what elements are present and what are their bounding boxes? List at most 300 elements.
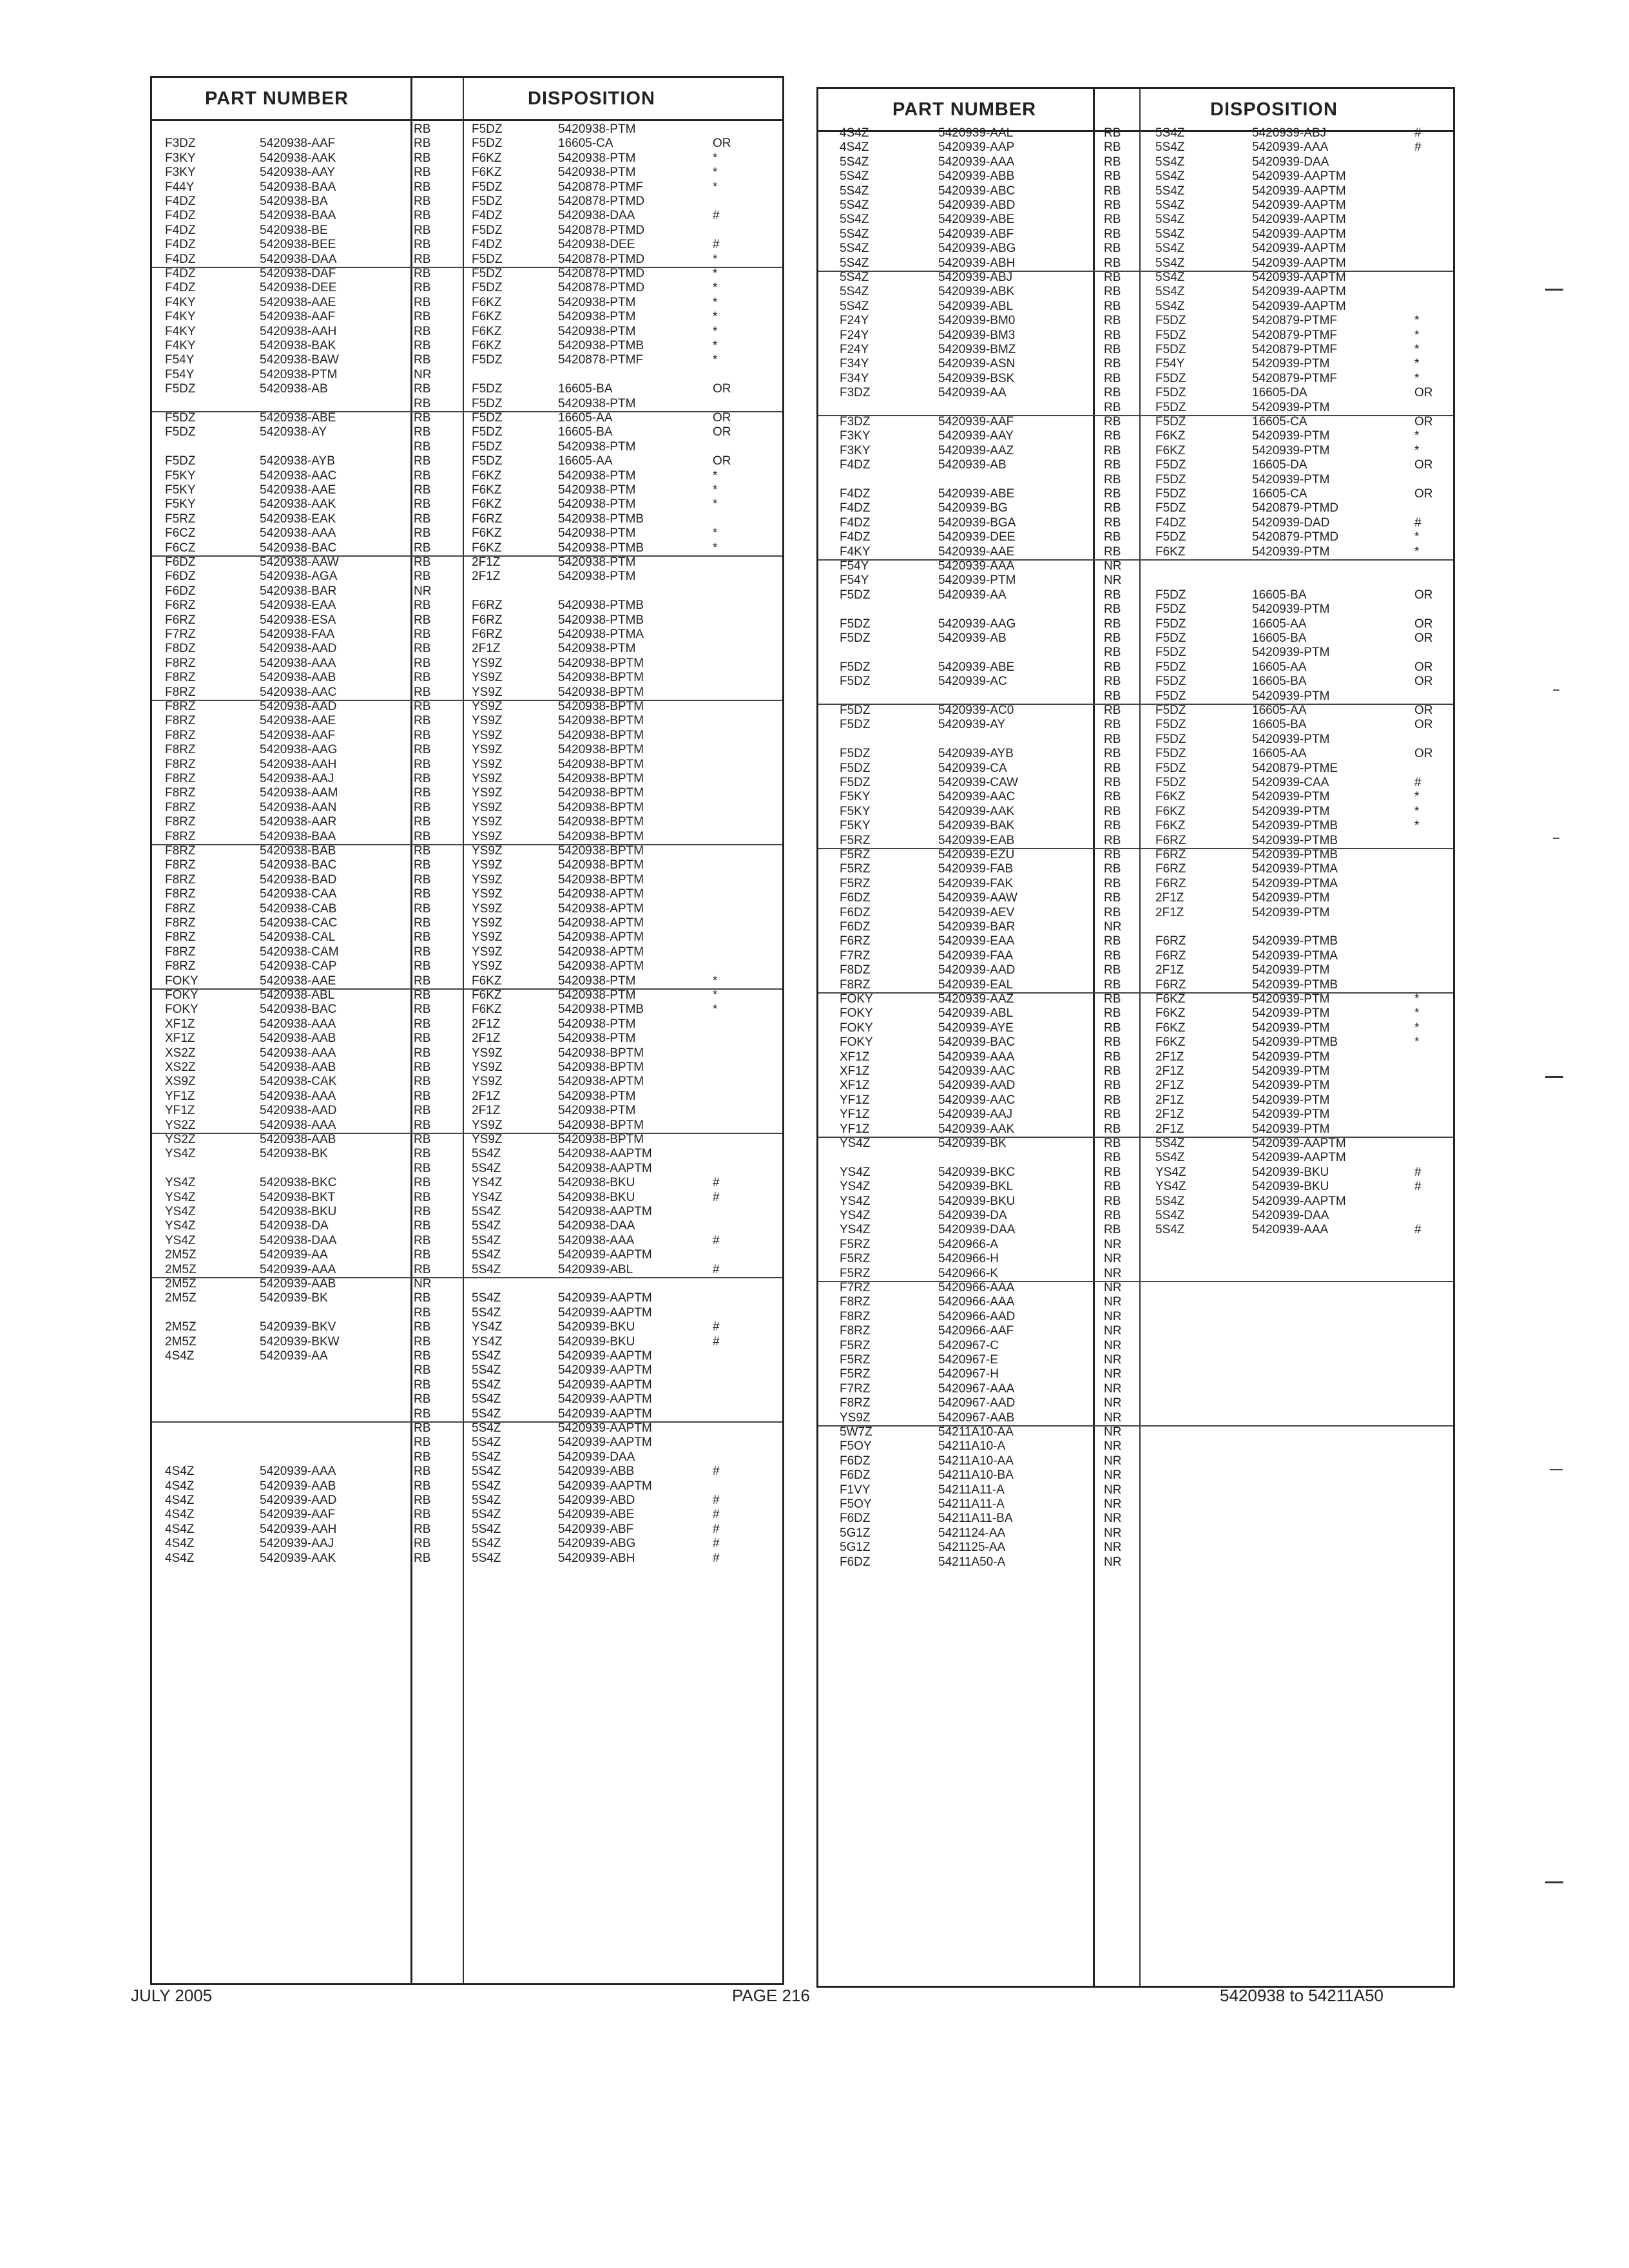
part-number-cell: 5420939-BG (938, 501, 1008, 515)
disp-number-cell: 5420878-PTMF (558, 353, 644, 367)
disp-prefix-cell: F5DZ (472, 223, 503, 237)
table-row (152, 772, 782, 786)
disp-number-cell: 5420938-PTM (558, 151, 636, 165)
disp-number-cell: 5420938-BKU (558, 1176, 635, 1190)
disp-number-cell: 5420939-ABD (558, 1494, 635, 1507)
disp-prefix-cell: YS4Z (472, 1320, 503, 1334)
disp-prefix-cell: YS9Z (472, 700, 503, 713)
prefix-cell: F5RZ (840, 1353, 871, 1367)
table-row (152, 238, 782, 252)
part-number-cell: 5420939-AY (938, 718, 1006, 732)
part-number-cell: 5420938-BKU (260, 1205, 337, 1218)
prefix-cell: F7RZ (840, 948, 871, 963)
table-row (818, 660, 1453, 675)
status-cell: RB (1104, 761, 1121, 775)
status-cell: RB (414, 1508, 431, 1522)
prefix-cell: YS2Z (165, 1133, 196, 1146)
status-cell: RB (414, 887, 431, 901)
prefix-cell: 5S4Z (840, 227, 869, 241)
flag-cell: OR (1414, 718, 1433, 732)
status-cell: RB (414, 945, 431, 959)
status-cell: RB (1104, 1079, 1121, 1093)
status-cell: RB (414, 1407, 431, 1421)
table-row (818, 501, 1453, 515)
disp-prefix-cell: 5S4Z (472, 1161, 501, 1175)
status-cell: RB (1104, 718, 1121, 732)
disp-prefix-cell: F5DZ (1155, 487, 1186, 501)
status-cell: RB (414, 267, 431, 280)
part-number-cell: 5420939-ABB (938, 169, 1015, 184)
table-row (152, 325, 782, 339)
disp-number-cell: 5420938-PTM (558, 310, 636, 324)
part-number-cell: 5420938-AAA (260, 1089, 336, 1103)
disp-prefix-cell: 5S4Z (1155, 169, 1185, 184)
prefix-cell: F5RZ (840, 1367, 871, 1381)
status-cell: RB (414, 959, 431, 974)
flag-cell: OR (1414, 631, 1433, 645)
status-cell: NR (1104, 1295, 1122, 1309)
table-row (152, 1392, 782, 1407)
prefix-cell: 5S4Z (840, 256, 869, 270)
status-cell: NR (1104, 1541, 1122, 1555)
flag-cell: OR (1414, 660, 1433, 674)
prefix-cell: F6DZ (840, 1454, 871, 1468)
table-row (818, 1541, 1453, 1555)
part-number-cell: 5420966-K (938, 1266, 998, 1280)
disp-number-cell: 5420939-AAPTM (558, 1479, 652, 1493)
status-cell: RB (414, 1522, 431, 1536)
disp-prefix-cell: YS9Z (472, 800, 503, 814)
part-number-cell: 5420939-BKL (938, 1180, 1014, 1194)
disp-prefix-cell: 5S4Z (472, 1508, 501, 1522)
table-row (818, 877, 1453, 891)
part-number-cell: 5420939-EAA (938, 934, 1015, 948)
status-cell: RB (1104, 1021, 1121, 1035)
table-row (818, 1295, 1453, 1309)
flag-cell: * (713, 353, 718, 367)
table-row (152, 1032, 782, 1046)
status-cell: RB (414, 901, 431, 916)
table-row (818, 198, 1453, 213)
disp-prefix-cell: F5DZ (1155, 371, 1186, 385)
disp-prefix-cell: F6RZ (1155, 977, 1186, 992)
status-cell: RB (414, 324, 431, 338)
table-row (818, 862, 1453, 876)
part-number-cell: 5420938-BA (260, 195, 328, 208)
part-number-cell: 5420939-CAW (938, 776, 1018, 789)
disp-prefix-cell: F5DZ (1155, 776, 1186, 789)
disp-number-cell: 5420939-DAD (1252, 515, 1330, 530)
flag-cell: * (713, 252, 718, 266)
part-number-cell: 5420939-BKW (260, 1334, 340, 1349)
flag-cell: * (1414, 530, 1420, 544)
flag-cell: # (713, 1176, 720, 1190)
disp-prefix-cell: F5DZ (1155, 530, 1186, 544)
disp-number-cell: 5420939-BKU (1252, 1165, 1329, 1179)
table-row (152, 166, 782, 180)
status-cell: RB (1104, 1151, 1121, 1165)
disp-number-cell: 5420879-PTMF (1252, 343, 1338, 356)
table-row (152, 1176, 782, 1190)
disp-number-cell: 16605-DA (1252, 386, 1307, 400)
part-number-cell: 5420939-AAY (938, 429, 1014, 443)
right-table-header (818, 89, 1453, 132)
part-number-cell: 5420939-BSK (938, 371, 1015, 385)
table-row (152, 584, 782, 599)
prefix-cell: F6RZ (840, 934, 871, 948)
table-row (818, 329, 1453, 343)
status-cell: RB (414, 714, 431, 728)
disp-prefix-cell: 5S4Z (1155, 256, 1185, 270)
status-cell: NR (414, 367, 432, 381)
status-cell: RB (414, 382, 431, 396)
part-number-cell: 5420939-ABJ (938, 271, 1013, 284)
part-number-cell: 5420938-BAA (260, 829, 336, 843)
part-number-cell: 5420939-AAB (260, 1277, 336, 1291)
status-cell: RB (414, 1349, 431, 1363)
prefix-cell: XF1Z (840, 1079, 870, 1093)
prefix-cell: YS4Z (165, 1233, 196, 1247)
status-cell: RB (414, 613, 431, 627)
part-number-cell: 5420939-AA (260, 1248, 328, 1262)
status-cell: RB (414, 656, 431, 670)
disp-number-cell: 5420938-PTM (558, 439, 636, 454)
disp-number-cell: 5420938-APTM (558, 959, 644, 974)
disp-number-cell: 5420939-PTM (1252, 1079, 1330, 1093)
disp-number-cell: 5420938-BPTM (558, 872, 644, 887)
flag-cell: # (713, 1334, 720, 1349)
status-cell: RB (414, 1494, 431, 1507)
status-cell: NR (1104, 1526, 1122, 1540)
disp-number-cell: 5420879-PTMD (1252, 501, 1339, 515)
status-cell: RB (1104, 1194, 1121, 1208)
prefix-cell: F6DZ (840, 891, 871, 905)
table-row (152, 714, 782, 728)
prefix-cell: F5OY (840, 1439, 872, 1454)
disp-prefix-cell: F6RZ (472, 512, 503, 526)
disp-prefix-cell: 5S4Z (1155, 285, 1185, 299)
disp-number-cell: 5420938-PTM (558, 497, 636, 512)
prefix-cell: F54Y (840, 573, 869, 588)
part-number-cell: 5420939-BM0 (938, 314, 1016, 328)
flag-cell: * (713, 497, 718, 512)
part-number-cell: 5420938-AAD (260, 642, 337, 656)
disp-number-cell: 5420939-PTM (1252, 1108, 1330, 1122)
disp-prefix-cell: F5DZ (1155, 602, 1186, 617)
table-row (152, 1191, 782, 1205)
disp-prefix-cell: 5S4Z (472, 1407, 501, 1421)
table-row (152, 411, 782, 425)
disp-prefix-cell: YS9Z (472, 945, 503, 959)
status-cell: RB (414, 512, 431, 526)
disp-number-cell: 5420878-PTMD (558, 223, 645, 237)
disp-prefix-cell: F4DZ (472, 209, 503, 223)
prefix-cell: F4DZ (840, 501, 871, 515)
disp-prefix-cell: YS9Z (472, 815, 503, 829)
table-row (152, 209, 782, 223)
disp-prefix-cell: YS4Z (472, 1190, 503, 1204)
table-row (152, 1104, 782, 1118)
disp-prefix-cell: F6RZ (1155, 862, 1186, 876)
disp-number-cell: 5420938-PTM (558, 468, 636, 483)
status-cell: NR (1104, 1425, 1122, 1439)
part-number-cell: 5420938-AAE (260, 295, 336, 309)
disp-prefix-cell: F6KZ (472, 497, 502, 512)
prefix-cell: 4S4Z (165, 1494, 195, 1507)
part-number-cell: 5420938-DA (260, 1219, 329, 1233)
status-cell: RB (414, 1248, 431, 1262)
table-row (818, 314, 1453, 328)
status-cell: RB (1104, 271, 1121, 284)
table-row (818, 545, 1453, 559)
disp-prefix-cell: F5DZ (472, 195, 503, 208)
table-row (152, 353, 782, 367)
status-cell: RB (414, 700, 431, 713)
table-row (818, 992, 1453, 1006)
part-number-cell: 5420938-DAA (260, 1233, 337, 1247)
disp-prefix-cell: F5DZ (1155, 646, 1186, 660)
disp-prefix-cell: F6KZ (472, 526, 502, 541)
table-row (152, 1248, 782, 1262)
disp-number-cell: 5420939-AAPTM (558, 1349, 652, 1363)
disp-number-cell: 5420938-PTM (558, 295, 636, 309)
part-number-cell: 54211A10-A (938, 1439, 1006, 1454)
status-cell: RB (1104, 660, 1121, 674)
prefix-cell: F5DZ (840, 776, 871, 789)
status-cell: RB (414, 930, 431, 945)
status-cell: RB (1104, 862, 1121, 876)
table-row (818, 372, 1453, 386)
table-row (818, 227, 1453, 242)
disp-number-cell: 5420938-PTM (558, 483, 636, 497)
prefix-cell: F4DZ (165, 238, 196, 252)
disp-prefix-cell: F6KZ (1155, 804, 1186, 818)
status-cell: RB (1104, 357, 1121, 371)
table-row (152, 657, 782, 671)
part-number-cell: 5420939-AAJ (938, 1108, 1013, 1122)
prefix-cell: YS4Z (840, 1223, 871, 1237)
disp-prefix-cell: YS9Z (472, 728, 503, 742)
prefix-cell: 4S4Z (840, 126, 869, 140)
status-cell: RB (414, 815, 431, 829)
disp-number-cell: 5420938-DAA (558, 209, 635, 223)
disp-number-cell: 5420938-PTM (558, 324, 636, 338)
table-row (818, 1483, 1453, 1497)
table-row (818, 848, 1453, 862)
table-row (152, 1537, 782, 1551)
disp-prefix-cell: F6RZ (1155, 948, 1186, 963)
table-row (152, 729, 782, 743)
table-row (818, 1425, 1453, 1439)
status-cell: RB (414, 468, 431, 483)
status-cell: RB (414, 1421, 431, 1435)
status-cell: RB (414, 353, 431, 367)
flag-cell: * (713, 468, 718, 483)
prefix-cell: F5KY (840, 804, 871, 818)
prefix-cell: YF1Z (840, 1122, 870, 1136)
flag-cell: # (1414, 140, 1422, 155)
status-cell: NR (1104, 1497, 1122, 1511)
table-row (152, 180, 782, 195)
prefix-cell: 5S4Z (840, 285, 869, 299)
part-number-cell: 5420938-FAA (260, 628, 335, 641)
part-number-cell: 5420938-AAF (260, 137, 336, 151)
disp-prefix-cell: 2F1Z (472, 1017, 501, 1031)
part-number-cell: 5420938-BEE (260, 238, 336, 252)
table-row (152, 830, 782, 844)
table-row (152, 1090, 782, 1104)
disp-prefix-cell: 5S4Z (472, 1494, 501, 1507)
part-number-heading: PART NUMBER (892, 99, 1037, 120)
table-row (152, 801, 782, 815)
disp-number-cell: 5420938-BPTM (558, 685, 644, 699)
status-cell: RB (1104, 934, 1121, 948)
disp-prefix-cell: 2F1Z (1155, 1108, 1184, 1122)
prefix-cell: 5S4Z (840, 184, 869, 198)
table-row (818, 689, 1453, 704)
prefix-cell: F5RZ (840, 848, 871, 861)
flag-cell: OR (1414, 617, 1433, 631)
disp-number-cell: 5420939-AAPTM (558, 1407, 652, 1421)
table-row (152, 599, 782, 613)
part-number-cell: 5420967-H (938, 1367, 999, 1381)
part-number-cell: 5420939-BKV (260, 1320, 336, 1334)
status-cell: RB (1104, 1122, 1121, 1136)
part-number-cell: 5420939-FAA (938, 948, 1014, 963)
status-cell: NR (1104, 1266, 1122, 1280)
disposition-heading: DISPOSITION (528, 88, 655, 109)
prefix-cell: YS2Z (165, 1118, 196, 1132)
prefix-cell: F5OY (840, 1497, 872, 1511)
disp-prefix-cell: F5DZ (1155, 675, 1186, 689)
flag-cell: * (1414, 371, 1420, 385)
table-row (818, 762, 1453, 776)
disp-number-cell: 5420938-APTM (558, 916, 644, 930)
prefix-cell: YS4Z (165, 1190, 196, 1204)
status-cell: NR (1104, 1338, 1122, 1352)
status-cell: RB (414, 1017, 431, 1031)
disp-prefix-cell: F5DZ (1155, 314, 1186, 328)
status-cell: RB (414, 295, 431, 309)
prefix-cell: 5G1Z (840, 1541, 871, 1555)
prefix-cell: F4DZ (165, 195, 196, 208)
left-parts-table (150, 76, 784, 1985)
table-row (818, 1035, 1453, 1050)
status-cell: RB (1104, 732, 1121, 746)
table-row (152, 743, 782, 757)
status-cell: RB (414, 1479, 431, 1493)
table-row (818, 271, 1453, 285)
status-cell: RB (414, 844, 431, 858)
prefix-cell: FOKY (165, 974, 198, 988)
disp-number-cell: 5420938-BPTM (558, 656, 644, 670)
disp-number-cell: 5420938-APTM (558, 930, 644, 945)
prefix-cell: F5RZ (840, 833, 871, 847)
status-cell: RB (1104, 992, 1121, 1006)
table-row (818, 213, 1453, 227)
disp-number-cell: 5420938-BPTM (558, 671, 644, 685)
status-cell: RB (1104, 443, 1121, 457)
prefix-cell: YS4Z (840, 1194, 871, 1208)
disp-number-cell: 5420939-PTM (1252, 602, 1330, 617)
disp-prefix-cell: 5S4Z (1155, 227, 1185, 241)
table-row (818, 1454, 1453, 1468)
disp-prefix-cell: F5DZ (1155, 718, 1186, 732)
part-number-cell: 5420938-BAA (260, 180, 336, 194)
flag-cell: * (713, 974, 718, 988)
part-number-cell: 5420939-AAD (260, 1494, 337, 1507)
table-row (818, 1497, 1453, 1512)
table-row (152, 253, 782, 267)
part-number-cell: 5420939-BKU (938, 1194, 1016, 1208)
status-cell: RB (1104, 256, 1121, 270)
table-row (818, 631, 1453, 646)
disp-prefix-cell: F6KZ (472, 166, 502, 180)
disp-prefix-cell: F4DZ (472, 238, 503, 252)
table-row (152, 1421, 782, 1436)
table-row (818, 1122, 1453, 1137)
prefix-cell: F8RZ (165, 786, 196, 800)
disp-number-cell: 5420939-PTM (1252, 891, 1330, 905)
disp-number-cell: 5420938-AAPTM (558, 1161, 652, 1175)
table-row (818, 675, 1453, 689)
prefix-cell: F5RZ (840, 1252, 871, 1266)
table-row (818, 343, 1453, 357)
table-row (152, 1061, 782, 1075)
disp-prefix-cell: F5DZ (1155, 501, 1186, 515)
part-number-cell: 5420939-AAZ (938, 992, 1014, 1006)
status-cell: RB (414, 1465, 431, 1479)
status-cell: RB (414, 599, 431, 613)
prefix-cell: F5DZ (840, 718, 871, 732)
status-cell: RB (1104, 458, 1121, 472)
table-row (818, 1050, 1453, 1064)
part-number-cell: 5420967-AAB (938, 1410, 1015, 1425)
prefix-cell: F6DZ (840, 1555, 871, 1569)
part-number-cell: 5420938-AAB (260, 1032, 336, 1046)
disp-prefix-cell: F6KZ (472, 468, 502, 483)
prefix-cell: YS4Z (165, 1176, 196, 1190)
table-row (152, 281, 782, 295)
table-row (152, 425, 782, 439)
disp-number-cell: 5420939-AAPTM (1252, 271, 1346, 284)
table-row (818, 1137, 1453, 1151)
disp-number-cell: 5420939-AAPTM (558, 1248, 652, 1262)
table-row (152, 267, 782, 281)
flag-cell: OR (713, 425, 731, 439)
disp-number-cell: 5420879-PTMF (1252, 371, 1338, 385)
prefix-cell: F8RZ (165, 700, 196, 713)
part-number-cell: 5420938-AAN (260, 800, 337, 814)
disp-prefix-cell: F6KZ (1155, 790, 1186, 804)
disp-number-cell: 16605-BA (1252, 588, 1307, 602)
part-number-cell: 5420938-CAP (260, 959, 337, 974)
disp-prefix-cell: F6RZ (1155, 934, 1186, 948)
status-cell: RB (414, 497, 431, 512)
disp-number-cell: 5420939-PTM (1252, 357, 1330, 371)
disp-prefix-cell: 5S4Z (472, 1219, 501, 1233)
part-number-cell: 5420939-AAG (938, 617, 1016, 631)
status-cell: RB (1104, 1093, 1121, 1107)
status-cell: RB (414, 671, 431, 685)
status-cell: RB (1104, 1209, 1121, 1222)
prefix-cell: F4KY (165, 324, 196, 338)
status-cell: RB (1104, 617, 1121, 631)
prefix-cell: YF1Z (840, 1108, 870, 1122)
status-cell: RB (414, 1032, 431, 1046)
table-row (818, 1093, 1453, 1108)
prefix-cell: F8RZ (165, 728, 196, 742)
